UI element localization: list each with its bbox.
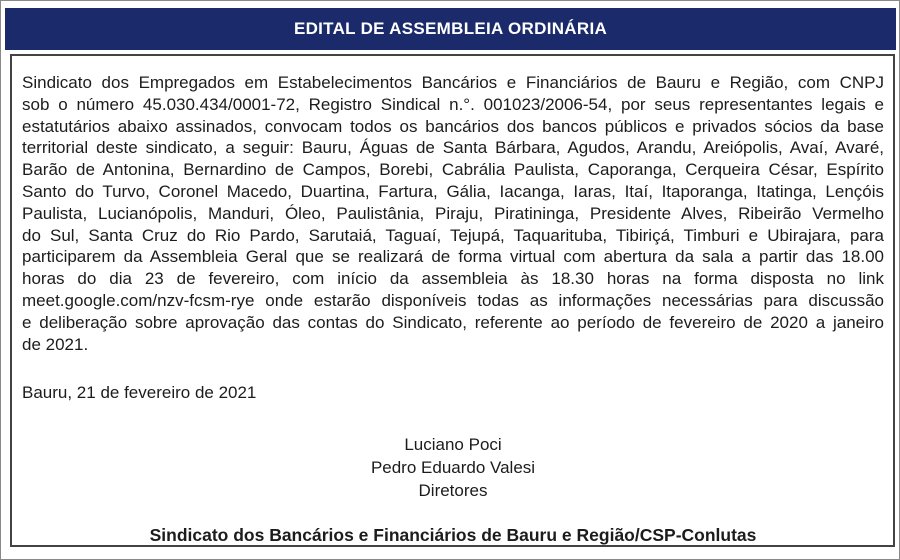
paragraph-line: e deliberação sobre aprovação das contas do Sindicato, referente ao período de fevereiro de 2020 a janeiro (22, 312, 884, 332)
date-location-line: Bauru, 21 de fevereiro de 2021 (22, 383, 257, 403)
document-header-bar (5, 8, 896, 50)
document-body-box (10, 54, 895, 547)
paragraph-line: meet.google.com/nzv-fcsm-rye onde estarão disponíveis todas as informações necessárias para discussão (22, 290, 884, 310)
paragraph-line: estatutários abaixo assinados, convocam todos os bancários dos bancos públicos e privados sócios da base (22, 116, 884, 136)
paragraph-line: Santo do Turvo, Coronel Macedo, Duartina, Fartura, Gália, Iacanga, Iaras, Itaí, Itaporanga, Itatinga, Lençóis (22, 181, 884, 201)
signature-block (22, 433, 884, 502)
paragraph-line: Barão de Antonina, Bernardino de Campos, Borebi, Cabrália Paulista, Caporanga, Cerqueira César, Espírito (22, 160, 884, 180)
signature-role: Diretores (418, 481, 488, 501)
paragraph-line: Paulista, Lucianópolis, Manduri, Óleo, Paulistânia, Piraju, Piratininga, Presidente Alves, Ribeirão Vermelho (22, 203, 884, 223)
paragraph-line: de 2021. (22, 334, 89, 354)
signature-name-1: Luciano Poci (404, 435, 502, 455)
paragraph-line: territorial deste sindicato, a seguir: Bauru, Águas de Santa Bárbara, Agudos, Arandu, Areiópolis, Avaí, Avaré, (22, 138, 884, 158)
paragraph-line: Sindicato dos Empregados em Estabelecimentos Bancários e Financiários de Bauru e Região, com CNPJ (22, 73, 884, 92)
signature-name-2: Pedro Eduardo Valesi (370, 458, 536, 478)
paragraph-line: do Sul, Santa Cruz do Rio Pardo, Sarutaiá, Taguaí, Tejupá, Taquarituba, Tibiriçá, Timburi e Ubirajara, para (22, 225, 884, 245)
organization-name: Sindicato dos Bancários e Financiários de Bauru e Região/CSP-Conlutas (149, 525, 757, 546)
document-title: EDITAL DE ASSEMBLEIA ORDINÁRIA (293, 19, 608, 38)
paragraph-line: participarem da Assembleia Geral que se realizará de forma virtual com abertura da sala a partir das 18.00 (22, 247, 884, 267)
main-paragraph (22, 72, 884, 355)
paragraph-line: horas do dia 23 de fevereiro, com início da assembleia às 18.30 horas na forma disposta no link (22, 269, 884, 289)
paragraph-line: sob o número 45.030.434/0001-72, Registro Sindical n.°. 001023/2006-54, por seus representantes legais e (22, 94, 884, 114)
